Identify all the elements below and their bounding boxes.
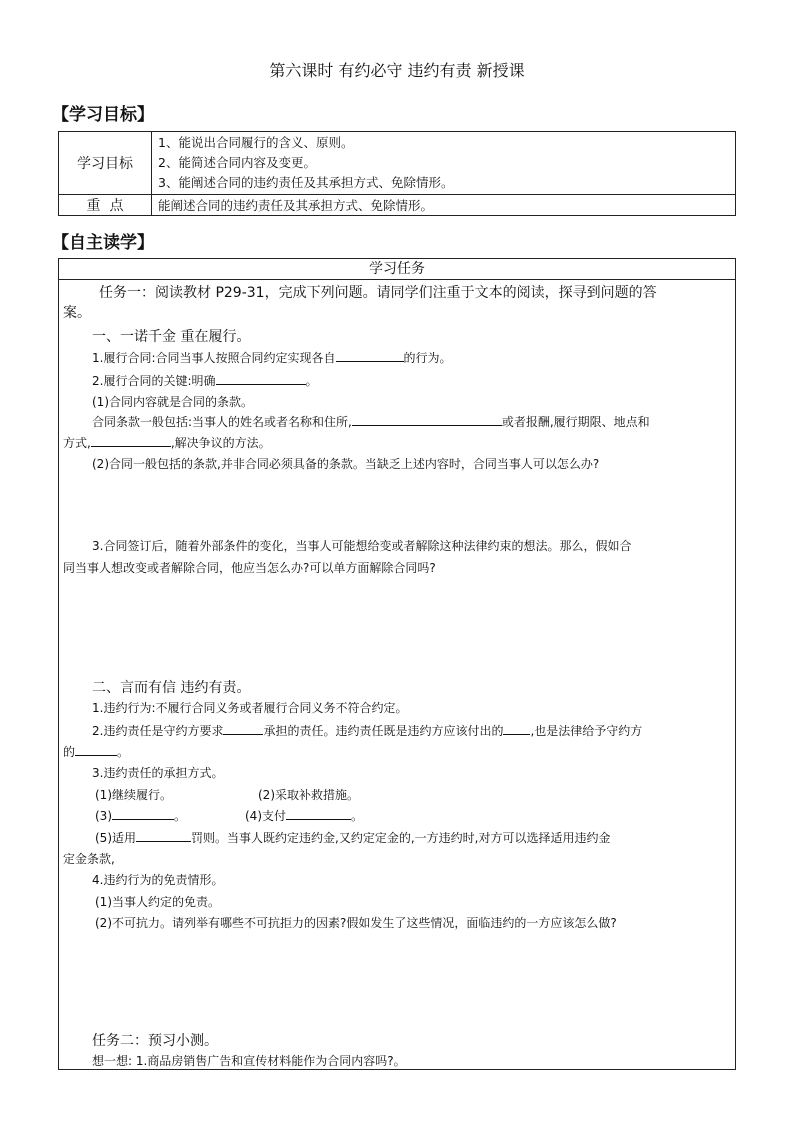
q2-text-end: 。 — [305, 374, 318, 388]
section-heading-reading: 【自主读学】 — [52, 233, 154, 253]
p3: 3.违约责任的承担方式。 — [92, 766, 224, 780]
blank — [503, 722, 530, 735]
task-box-header: 学习任务 — [59, 259, 735, 280]
key-row — [59, 195, 736, 216]
p2-cont-text-end: 。 — [117, 745, 130, 759]
q1-text: 1.履行合同:合同当事人按照合同约定实现各自 — [92, 351, 336, 365]
p2-cont — [63, 743, 129, 760]
p2-text-mid: 承担的责任。违约责任既是违约方应该付出的 — [263, 724, 504, 738]
q1 — [92, 349, 452, 366]
q2-1: (1)合同内容就是合同的条款。 — [92, 395, 253, 409]
p3-3-text: (3) — [95, 809, 112, 823]
p3-2: (2)采取补救措施。 — [258, 788, 359, 802]
p2 — [92, 722, 642, 739]
p2-text: 2.违约责任是守约方要求 — [92, 724, 224, 738]
p3-3 — [95, 807, 186, 824]
p3-3-text-end: 。 — [174, 809, 187, 823]
q2-2-cont — [63, 434, 271, 451]
p3-5-text-end: 罚则。当事人既约定违约金,又约定定金的,一方违约时,对方可以选择适用违约金 — [191, 831, 611, 845]
blank — [112, 807, 174, 820]
p2-cont-text: 的 — [63, 745, 76, 759]
q2-2-cont-text-end: ,解决争议的方法。 — [170, 436, 271, 450]
q1-text-end: 的行为。 — [403, 351, 452, 365]
p4-2: (2)不可抗力。请列举有哪些不可抗拒力的因素?假如发生了这些情况，面临违约的一方应该怎么做? — [95, 916, 617, 930]
key-text: 能阐述合同的违约责任及其承担方式、免除情形。 — [152, 195, 736, 216]
q2-text: 2.履行合同的关键:明确 — [92, 374, 216, 388]
part2-title: 二、言而有信 违约有责。 — [92, 680, 251, 696]
blank — [75, 743, 117, 756]
p3-4 — [245, 807, 363, 824]
q2 — [92, 372, 318, 389]
q2-2-cont-text: 方式, — [63, 436, 91, 450]
p4-1: (1)当事人约定的免责。 — [95, 895, 220, 909]
goal-item: 2、能简述合同内容及变更。 — [158, 155, 316, 170]
blank — [336, 349, 404, 362]
blank — [286, 807, 351, 820]
p1: 1.违约行为:不履行合同义务或者履行合同义务不符合约定。 — [92, 701, 408, 715]
section-heading-goals: 【学习目标】 — [52, 105, 154, 125]
p4: 4.违约行为的免责情形。 — [92, 873, 224, 887]
goals-list — [152, 132, 736, 195]
goal-label: 学习目标 — [59, 132, 152, 195]
goal-item: 1、能说出合同履行的含义、原则。 — [158, 135, 354, 150]
q2-2-text: 合同条款一般包括:当事人的姓名或者名称和住所, — [92, 415, 352, 429]
q2-2-text-end: 或者报酬,履行期限、地点和 — [501, 415, 650, 429]
p3-4-text-end: 。 — [351, 809, 364, 823]
blank — [223, 722, 263, 735]
blank — [216, 372, 306, 385]
p2-text-end: ,也是法律给予守约方 — [530, 724, 643, 738]
key-label: 重 点 — [59, 195, 152, 216]
task1-text: 任务一：阅读教材 P29-31，完成下列问题。请同学们注重于文本的阅读，探寻到问题的答 — [99, 285, 657, 301]
part1-title: 一、一诺千金 重在履行。 — [92, 329, 251, 345]
blank — [352, 413, 502, 426]
task2-text: 任务二：预习小测。 — [92, 1033, 218, 1049]
goals-table — [58, 131, 736, 216]
page-title: 第六课时 有约必守 违约有责 新授课 — [269, 61, 525, 80]
blank — [136, 829, 191, 842]
q2-3: (2)合同一般包括的条款,并非合同必须具备的条款。当缺乏上述内容时，合同当事人可以怎么办? — [92, 457, 600, 471]
goal-item: 3、能阐述合同的违约责任及其承担方式、免除情形。 — [158, 175, 454, 190]
p3-4-text: (4)支付 — [245, 809, 286, 823]
task1-text-cont: 案。 — [63, 305, 91, 321]
think-text: 想一想: 1.商品房销售广告和宣传材料能作为合同内容吗?。 — [92, 1054, 406, 1068]
goals-row — [59, 132, 736, 195]
task-box — [58, 258, 736, 1070]
q3: 3.合同签订后，随着外部条件的变化，当事人可能想给变或者解除这种法律约束的想法。那么，假如合 — [92, 539, 632, 553]
p3-1: (1)继续履行。 — [95, 788, 172, 802]
q2-2 — [92, 413, 650, 430]
q3-cont: 同当事人想改变或者解除合同，他应当怎么办?可以单方面解除合同吗? — [63, 561, 436, 575]
p3-5-text: (5)适用 — [95, 831, 136, 845]
p3-5-cont: 定金条款, — [63, 852, 115, 866]
p3-5 — [95, 829, 610, 846]
blank — [91, 434, 171, 447]
